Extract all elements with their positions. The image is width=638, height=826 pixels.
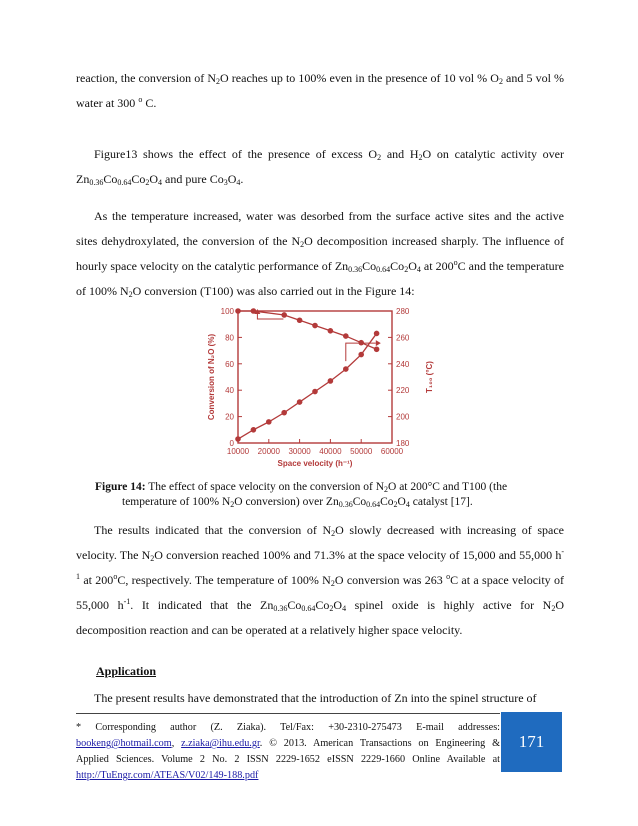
data-point-0 <box>343 333 349 339</box>
paragraph-4: The results indicated that the conversion of $N_2O$ slowly decreased with increasing of space velocity. The $N_2O$ conversion reached 100% and 71.3% at the space velocity of 15,000 and 55,000 $h^{-1}$ at 200$^o$C, respectively. The temperature of 100% $N_2O$ conversion was 263 $^o$C at a space velocity of 55,000 $h^{-1}$. It indicated that the $Zn_{0.36}Co_{0.64}Co_2O_4$ spinel oxide is highly active for $N_2O$ decomposition reaction and can be operated at a relatively higher space velocity. <box>76 523 565 637</box>
y-right-tick-label: 260 <box>396 333 410 343</box>
paragraph-3: As the temperature increased, water was desorbed from the surface active sites and the active sites dehydroxylated, the conversion of the $N_2O$ decomposition increased sharply. The influence of hourly space velocity on the catalytic performance of $Zn_{0.36}Co_{0.64}Co_2O_4$ at 200$^o$C and the temperature of 100% $N_2O$ conversion (T100) was also carried out in the Figure 14: <box>76 209 564 299</box>
x-axis-label: Space velocity (h⁻¹) <box>277 459 353 468</box>
y-left-tick-label: 40 <box>225 386 234 396</box>
paragraph-5: The present results have demonstrated that the introduction of Zn into the spinel structure of <box>94 691 537 705</box>
x-tick-label: 40000 <box>319 447 342 456</box>
data-point-0 <box>328 328 334 334</box>
x-tick-label: 10000 <box>226 447 250 456</box>
section-heading: Application <box>96 664 157 678</box>
data-point-1 <box>343 366 349 372</box>
email-link-1[interactable]: bookeng@hotmail.com <box>76 738 172 749</box>
figure-caption: Figure 14: The effect of space velocity on the conversion of $N_2O$ at 200°C and T100 (the temperature of 100% $N_2O$ conversion) over $Zn_{0.36}Co_{0.64}Co_2O_4$ catalyst [17]. <box>95 481 508 509</box>
x-tick-label: 50000 <box>350 447 373 456</box>
email-link-2[interactable]: z.ziaka@ihu.edu.gr <box>181 738 260 749</box>
plot-frame <box>238 311 392 443</box>
paragraph-1: reaction, the conversion of $N_2O$ reaches up to 100% even in the presence of 10 vol % $O_2$ and 5 vol % water at 300 $^o$ C. <box>76 71 565 110</box>
x-tick-label: 20000 <box>257 447 280 456</box>
data-point-1 <box>235 436 241 442</box>
y-right-tick-label: 280 <box>396 307 410 316</box>
data-point-1 <box>266 419 272 425</box>
copyright-icon: © <box>269 738 277 749</box>
y-left-tick-label: 100 <box>220 307 234 316</box>
data-point-0 <box>374 346 380 352</box>
series-line-1 <box>238 333 377 439</box>
data-point-1 <box>358 352 364 358</box>
y-right-tick-label: 200 <box>396 412 410 422</box>
footer-note: * Corresponding author (Z. Ziaka). Tel/Fax: +30-2310-275473 E-mail addresses: bookeng@hotmail.com, z.ziaka@ihu.edu.gr. © 2013. American Transactions on Engineering & Applied Sciences. Volume 2 No. 2 ISSN 2229-1652 eISSN 2229-1660 Online Available at http://TuEngr.com/ATEAS/V02/149-188.pdf <box>76 722 501 781</box>
paragraph-2: Figure13 shows the effect of the presence of excess $O_2$ and $H_2O$ on catalytic activity over $Zn_{0.36}Co_{0.64}Co_2O_4$ and pure $Co_3O_4$. <box>76 147 564 187</box>
data-point-0 <box>312 323 318 329</box>
article-url-link[interactable]: http://TuEngr.com/ATEAS/V02/149-188.pdf <box>76 770 259 781</box>
figure-label: Figure 14: <box>95 481 146 493</box>
y-left-tick-label: 80 <box>225 333 234 343</box>
y-left-tick-label: 20 <box>225 412 234 422</box>
data-point-0 <box>297 317 303 323</box>
page-number: 171 <box>501 712 562 772</box>
data-point-1 <box>251 427 257 433</box>
data-point-0 <box>281 312 287 318</box>
footer-divider <box>76 713 500 714</box>
x-tick-label: 30000 <box>288 447 311 456</box>
data-point-1 <box>281 410 287 416</box>
y-left-tick-label: 0 <box>229 439 234 448</box>
data-point-1 <box>312 389 318 395</box>
data-point-1 <box>297 399 303 405</box>
y-right-axis-label: T₁₀₀ (°C) <box>425 361 434 393</box>
data-point-1 <box>374 331 380 337</box>
data-point-1 <box>328 378 334 384</box>
data-point-0 <box>235 308 241 314</box>
y-right-tick-label: 180 <box>396 439 410 448</box>
y-right-tick-label: 240 <box>396 359 410 369</box>
figure-14-chart <box>196 296 446 471</box>
y-left-axis-label: Conversion of N₂O (%) <box>207 333 216 421</box>
y-left-tick-label: 60 <box>225 359 234 369</box>
arrow-right-head <box>376 340 381 346</box>
x-tick-label: 60000 <box>380 447 404 456</box>
y-right-tick-label: 220 <box>396 386 410 396</box>
